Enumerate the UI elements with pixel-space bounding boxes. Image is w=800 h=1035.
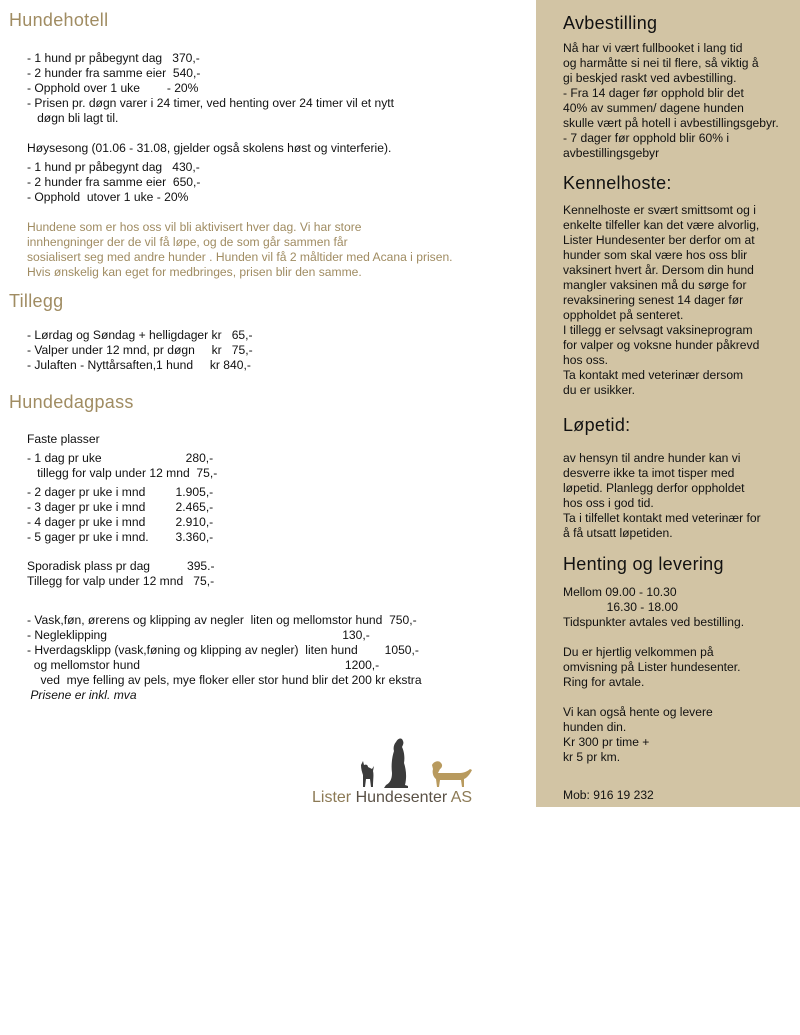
info-sidebar [536,0,800,807]
high-season-prices: - 1 hund pr påbegynt dag 430,- - 2 hunder fra samme eier 650,- - Opphold utover 1 uke - 20% [27,160,201,204]
logo-word-as: AS [447,789,473,806]
logo-text [312,789,472,807]
henting-text: Mellom 09.00 - 10.30 16.30 - 18.00 Tidspunkter avtales ved bestilling. Du er hjertlig velkommen på omvisning på Lister hundesenter. Ring for avtale. Vi kan også hente og levere hunden din. Kr 300 pr time + kr 5 pr km. [563,585,745,764]
kennelhoste-heading: Kennelhoste: [563,173,672,193]
activity-note: Hundene som er hos oss vil bli aktivisert hver dag. Vi har store innhengninger der de vil få løpe, og de som går sammen får sosialisert seg med andre hunder . Hunden vil få 2 måltider med Acana i prisen. Hvis ønskelig kan eget for medbringes, prisen blir den samme. [27,220,453,279]
grooming-prices: - Vask,føn, ørerens og klipping av negler liten og mellomstor hund 750,- - Negleklipping 130,- - Hverdagsklipp (vask,føning og klipping av negler) liten hund 1050,- og mellomstor hund 1200,- ved mye felling av pels, mye floker eller stor hund blir det 200 kr ekstra [27,613,422,687]
logo-word-hundesenter: Hundesenter [351,789,448,806]
kennelhoste-text: Kennelhoste er svært smittsomt og i enkelte tilfeller kan det være alvorlig, Lister Hundesenter ber derfor om at hunder som skal være hos oss blir vaksinert hvert år. Dersom din hund mangler vaksinen må du sørge for revaksinering senest 14 dager før oppholdet på senteret. I tillegg er selvsagt vaksineprogram for valper og voksne hunder påkrevd hos oss. Ta kontakt med veterinær dersom du er usikker. [563,203,760,397]
lister-hundesenter-logo [312,735,496,810]
avbestilling-text: Nå har vi vært fullbooket i lang tid og harmåtte si nei til flere, så viktig å gi beskjed raskt ved avbestilling. - Fra 14 dager før opphold blir det 40% av summen/ dagene hunden skulle vært på hotell i avbestillingsgebyr. - 7 dager før opphold blir 60% i avbestillingsgebyr [563,41,779,160]
hundehotell-prices: - 1 hund pr påbegynt dag 370,- - 2 hunder fra samme eier 540,- - Opphold over 1 uke - 20% - Prisen pr. døgn varer i 24 timer, ved henting over 24 timer vil et nytt døgn bli lagt til. [27,51,395,125]
logo-word-lister: Lister [312,789,352,806]
avbestilling-heading: Avbestilling [563,13,658,33]
tillegg-prices: - Lørdag og Søndag + helligdager kr 65,- - Valper under 12 mnd, pr døgn kr 75,- - Julaften - Nyttårsaften,1 hund kr 840,- [27,328,253,372]
lopetid-text: av hensyn til andre hunder kan vi desverre ikke ta imot tisper med løpetid. Planlegg derfor oppholdet hos oss i god tid. Ta i tilfellet kontakt med veterinær for å få utsatt løpetiden. [563,451,761,540]
high-season-title: Høysesong (01.06 - 31.08, gjelder også skolens høst og vinterferie). [27,141,392,155]
faste-plasser-one-day: - 1 dag pr uke 280,- tillegg for valp under 12 mnd 75,- [27,451,218,480]
mobile-number: Mob: 916 19 232 [563,788,654,802]
hundedagpass-heading: Hundedagpass [9,392,134,412]
sporadisk-plass: Sporadisk plass pr dag 395.- Tillegg for valp under 12 mnd 75,- [27,559,215,588]
tillegg-heading: Tillegg [9,291,64,311]
hundehotell-heading: Hundehotell [9,10,109,30]
faste-plasser-title: Faste plasser [27,432,100,446]
lopetid-heading: Løpetid: [563,415,631,435]
faste-plasser-multi-day: - 2 dager pr uke i mnd 1.905,- - 3 dager pr uke i mnd 2.465,- - 4 dager pr uke i mnd 2.910,- - 5 gager pr uke i mnd. 3.360,- [27,485,214,544]
mva-note: Prisene er inkl. mva [27,688,137,702]
henting-heading: Henting og levering [563,554,724,574]
dogs-logo-icon [312,735,496,791]
